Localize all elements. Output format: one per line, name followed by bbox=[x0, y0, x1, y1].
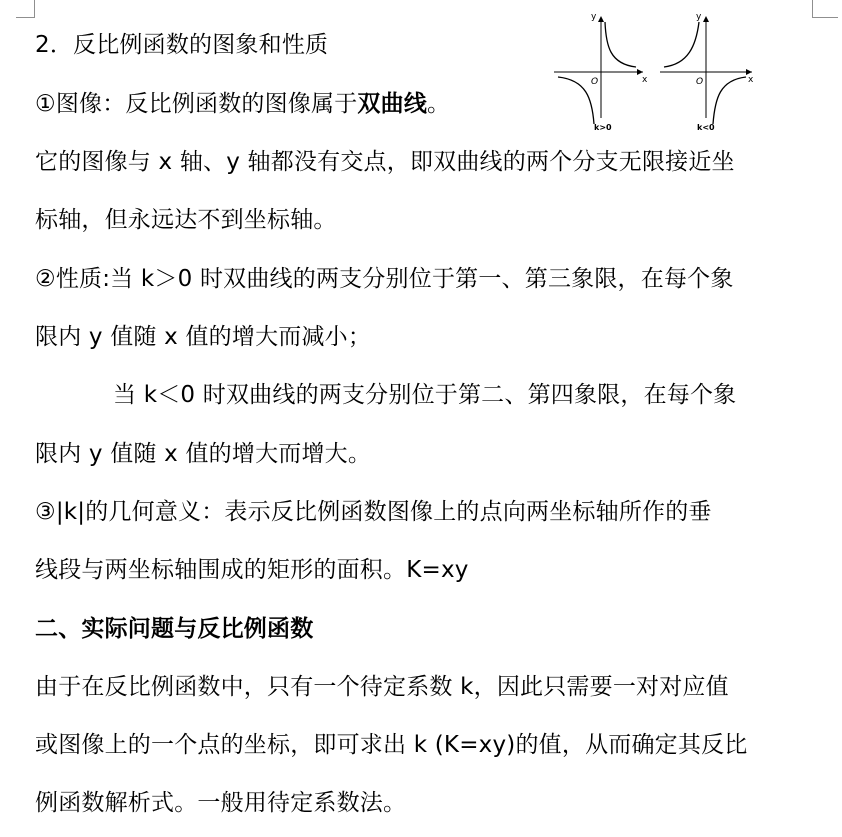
property-paragraph-line-3: 当 k＜0 时双曲线的两支分别位于第二、第四象限，在每个象 bbox=[113, 382, 737, 408]
hyperbola-graph-k-positive bbox=[554, 12, 648, 132]
k-meaning-paragraph-line-1: ③|k|的几何意义：表示反比例函数图像上的点向两坐标轴所作的垂 bbox=[35, 499, 712, 525]
graph-caption-k-negative: k<0 bbox=[697, 123, 715, 132]
property-paragraph-line-4: 限内 y 值随 x 值的增大而增大。 bbox=[35, 441, 372, 467]
page-corner-mark-left-h bbox=[16, 17, 35, 18]
hyperbola-branch-first-quadrant bbox=[605, 22, 636, 67]
origin-label: O bbox=[696, 77, 704, 87]
y-axis-label: y bbox=[591, 12, 597, 22]
k-meaning-paragraph-line-2: 线段与两坐标轴围成的矩形的面积。K=xy bbox=[35, 557, 469, 583]
image-paragraph-text: ①图像：反比例函数的图像属于 bbox=[35, 91, 358, 117]
hyperbola-figures bbox=[548, 6, 763, 136]
hyperbola-graph-k-negative bbox=[660, 12, 754, 132]
practical-paragraph-line-3: 例函数解析式。一般用待定系数法。 bbox=[35, 790, 407, 816]
image-paragraph-line-3: 标轴，但永远达不到坐标轴。 bbox=[35, 207, 337, 233]
y-axis-arrow-icon bbox=[598, 16, 604, 22]
page-corner-mark-left-v bbox=[34, 0, 35, 18]
section-heading-practical-problems: 二、实际问题与反比例函数 bbox=[35, 616, 314, 642]
hyperbola-branch-second-quadrant bbox=[664, 22, 699, 67]
graph-caption-k-positive: k>0 bbox=[594, 123, 612, 132]
hyperbola-bold-term: 双曲线 bbox=[357, 91, 428, 117]
y-axis-arrow-icon bbox=[703, 16, 709, 22]
image-paragraph-end: 。 bbox=[427, 91, 451, 117]
hyperbola-branch-fourth-quadrant bbox=[713, 77, 746, 124]
property-paragraph-line-2: 限内 y 值随 x 值的增大而减小； bbox=[35, 324, 372, 350]
page-corner-mark-right-v bbox=[812, 0, 813, 18]
page-corner-mark-right-h bbox=[812, 17, 838, 18]
x-axis-label: x bbox=[642, 75, 648, 85]
property-paragraph-line-1: ②性质:当 k＞0 时双曲线的两支分别位于第一、第三象限，在每个象 bbox=[35, 266, 734, 292]
practical-paragraph-line-1: 由于在反比例函数中，只有一个待定系数 k，因此只需要一对对应值 bbox=[35, 674, 729, 700]
origin-label: O bbox=[591, 77, 599, 87]
image-paragraph-line-2: 它的图像与 x 轴、y 轴都没有交点，即双曲线的两个分支无限接近坐 bbox=[35, 149, 735, 175]
hyperbola-branch-third-quadrant bbox=[558, 77, 594, 124]
practical-paragraph-line-2: 或图像上的一个点的坐标，即可求出 k (K=xy)的值，从而确定其反比 bbox=[35, 732, 748, 758]
x-axis-label: x bbox=[748, 75, 754, 85]
y-axis-label: y bbox=[696, 12, 702, 22]
section-heading-graph-properties: 2．反比例函数的图象和性质 bbox=[35, 32, 329, 58]
